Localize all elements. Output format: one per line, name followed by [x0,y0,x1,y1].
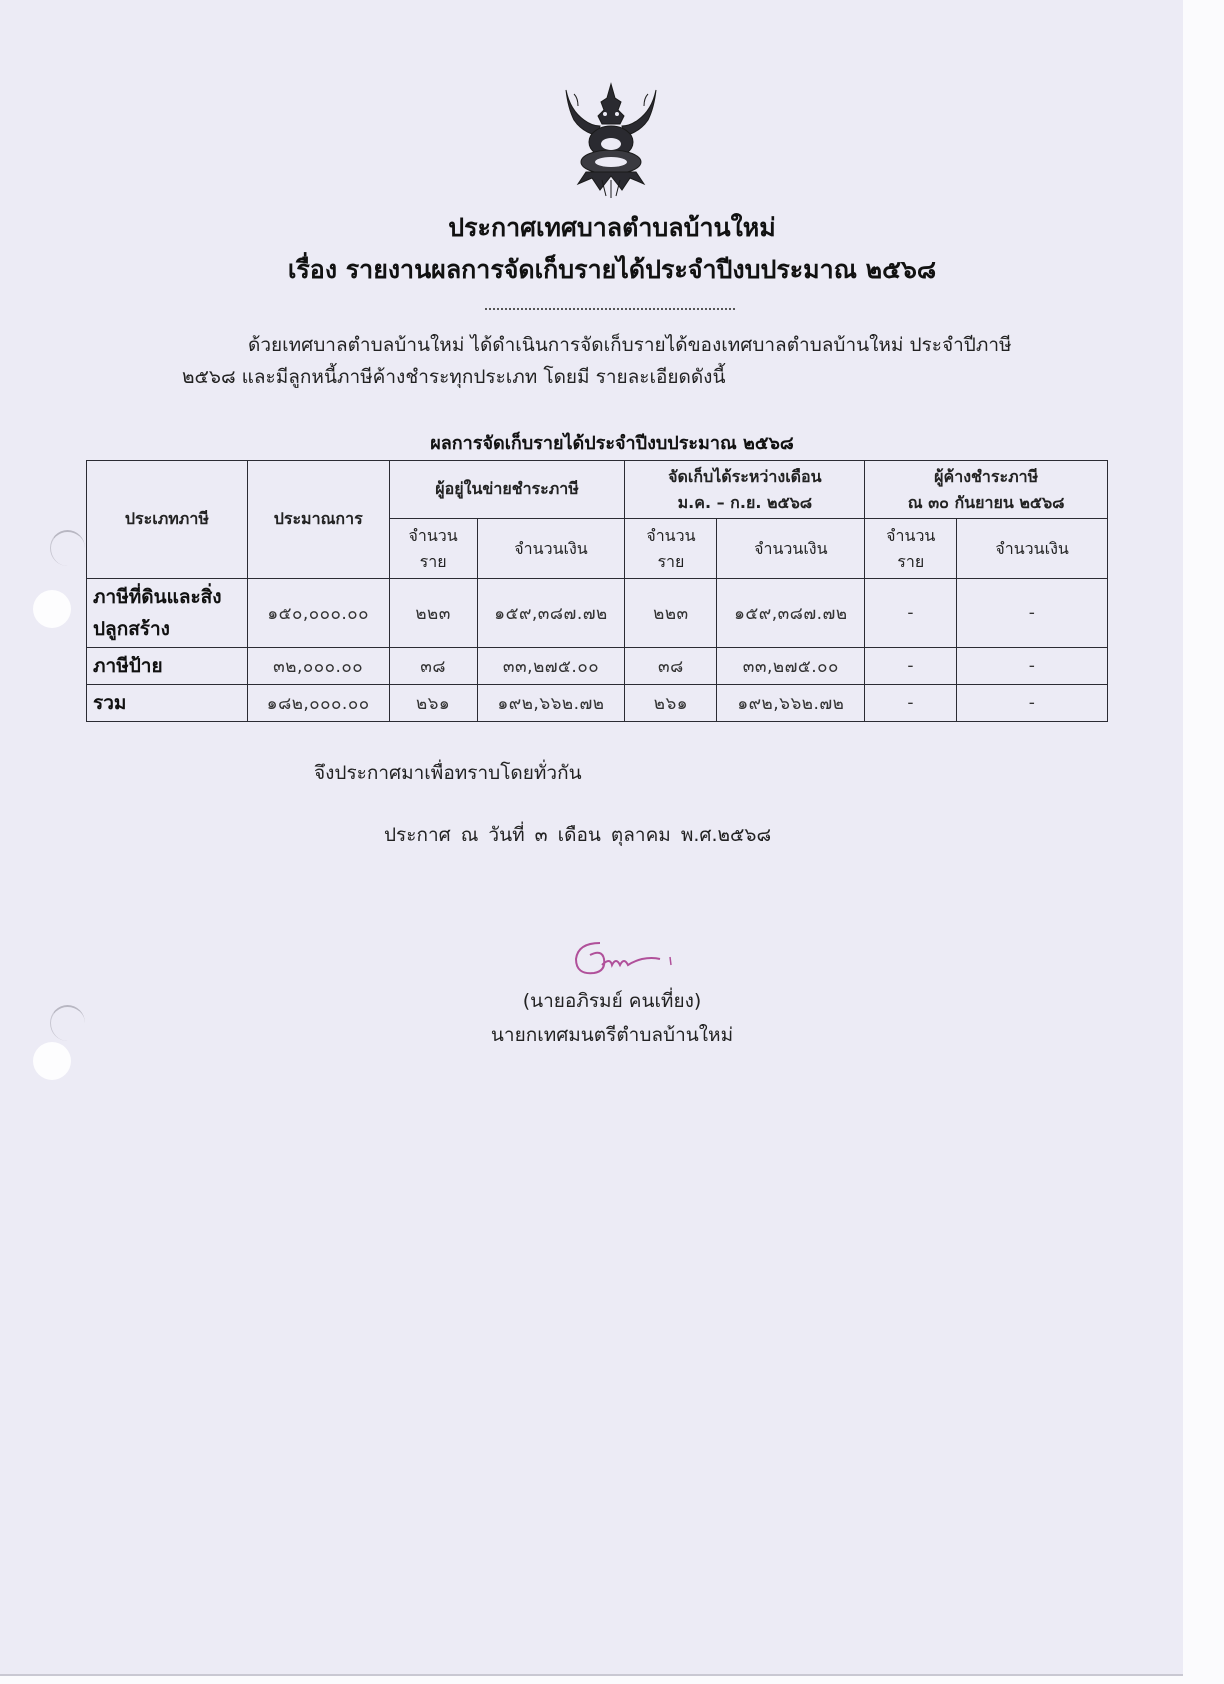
taxpayers-count-cell: ๒๖๑ [389,685,477,722]
taxpayers-amount-cell: ๓๓,๒๗๕.๐๐ [477,648,625,685]
collected-count-cell: ๒๖๑ [625,685,717,722]
header-taxpayers-amount: จำนวนเงิน [477,519,625,579]
separator-dots [485,300,735,310]
tax-type-cell: รวม [87,685,248,722]
signature-icon [560,935,680,985]
outstanding-count-cell: - [865,648,957,685]
collected-amount-cell: ๑๙๒,๖๖๒.๗๒ [717,685,865,722]
header-collected-group: จัดเก็บได้ระหว่างเดือน ม.ค. – ก.ย. ๒๕๖๘ [625,461,865,519]
outstanding-amount-cell: - [957,648,1108,685]
header-outstanding-group: ผู้ค้างชำระภาษี ณ ๓๐ กันยายน ๒๕๖๘ [865,461,1108,519]
outstanding-count-cell: - [865,579,957,648]
announcement-title: ประกาศเทศบาลตำบลบ้านใหม่ [448,213,776,242]
estimate-cell: ๓๒,๐๐๐.๐๐ [247,648,389,685]
announcement-date: ประกาศ ณ วันที่ ๓ เดือน ตุลาคม พ.ศ.๒๕๖๘ [384,824,772,846]
signer-name: (นายอภิรมย์ คนเที่ยง) [522,990,702,1012]
header-collected-amount: จำนวนเงิน [717,519,865,579]
closing-statement: จึงประกาศมาเพื่อทราบโดยทั่วกัน [314,762,582,784]
taxpayers-count-cell: ๓๘ [389,648,477,685]
header-estimate: ประมาณการ [247,461,389,579]
tax-type-cell: ภาษีป้าย [87,648,248,685]
garuda-emblem-icon [558,80,664,200]
taxpayers-count-cell: ๒๒๓ [389,579,477,648]
table-row [87,648,1108,685]
taxpayers-amount-cell: ๑๕๙,๓๘๗.๗๒ [477,579,625,648]
punch-hole-shadow [50,530,85,566]
header-tax-type: ประเภทภาษี [87,461,248,579]
outstanding-amount-cell: - [957,685,1108,722]
collected-amount-cell: ๓๓,๒๗๕.๐๐ [717,648,865,685]
collected-count-cell: ๒๒๓ [625,579,717,648]
revenue-report-table [86,460,1108,722]
header-taxpayers-group: ผู้อยู่ในข่ายชำระภาษี [389,461,625,519]
estimate-cell: ๑๘๒,๐๐๐.๐๐ [247,685,389,722]
taxpayers-amount-cell: ๑๙๒,๖๖๒.๗๒ [477,685,625,722]
collected-amount-cell: ๑๕๙,๓๘๗.๗๒ [717,579,865,648]
collected-count-cell: ๓๘ [625,648,717,685]
tax-type-cell: ภาษีที่ดินและสิ่ง ปลูกสร้าง [87,579,248,648]
table-row-total [87,685,1108,722]
table-row [87,579,1108,648]
outstanding-amount-cell: - [957,579,1108,648]
punch-hole [33,590,71,628]
header-outstanding-amount: จำนวนเงิน [957,519,1108,579]
signer-position: นายกเทศมนตรีตำบลบ้านใหม่ [490,1024,734,1046]
header-taxpayers-count: จำนวน ราย [389,519,477,579]
body-paragraph-line2: ๒๕๖๘ และมีลูกหนี้ภาษีค้างชำระทุกประเภท โดยมี รายละเอียดดังนี้ [182,366,726,388]
announcement-subject: เรื่อง รายงานผลการจัดเก็บรายได้ประจำปีงบประมาณ ๒๕๖๘ [287,255,937,284]
table-title: ผลการจัดเก็บรายได้ประจำปีงบประมาณ ๒๕๖๘ [430,433,794,454]
body-paragraph-line1: ด้วยเทศบาลตำบลบ้านใหม่ ได้ดำเนินการจัดเก็บรายได้ของเทศบาลตำบลบ้านใหม่ ประจำปีภาษี [248,334,1012,356]
header-outstanding-count: จำนวน ราย [865,519,957,579]
outstanding-count-cell: - [865,685,957,722]
estimate-cell: ๑๕๐,๐๐๐.๐๐ [247,579,389,648]
header-collected-count: จำนวน ราย [625,519,717,579]
